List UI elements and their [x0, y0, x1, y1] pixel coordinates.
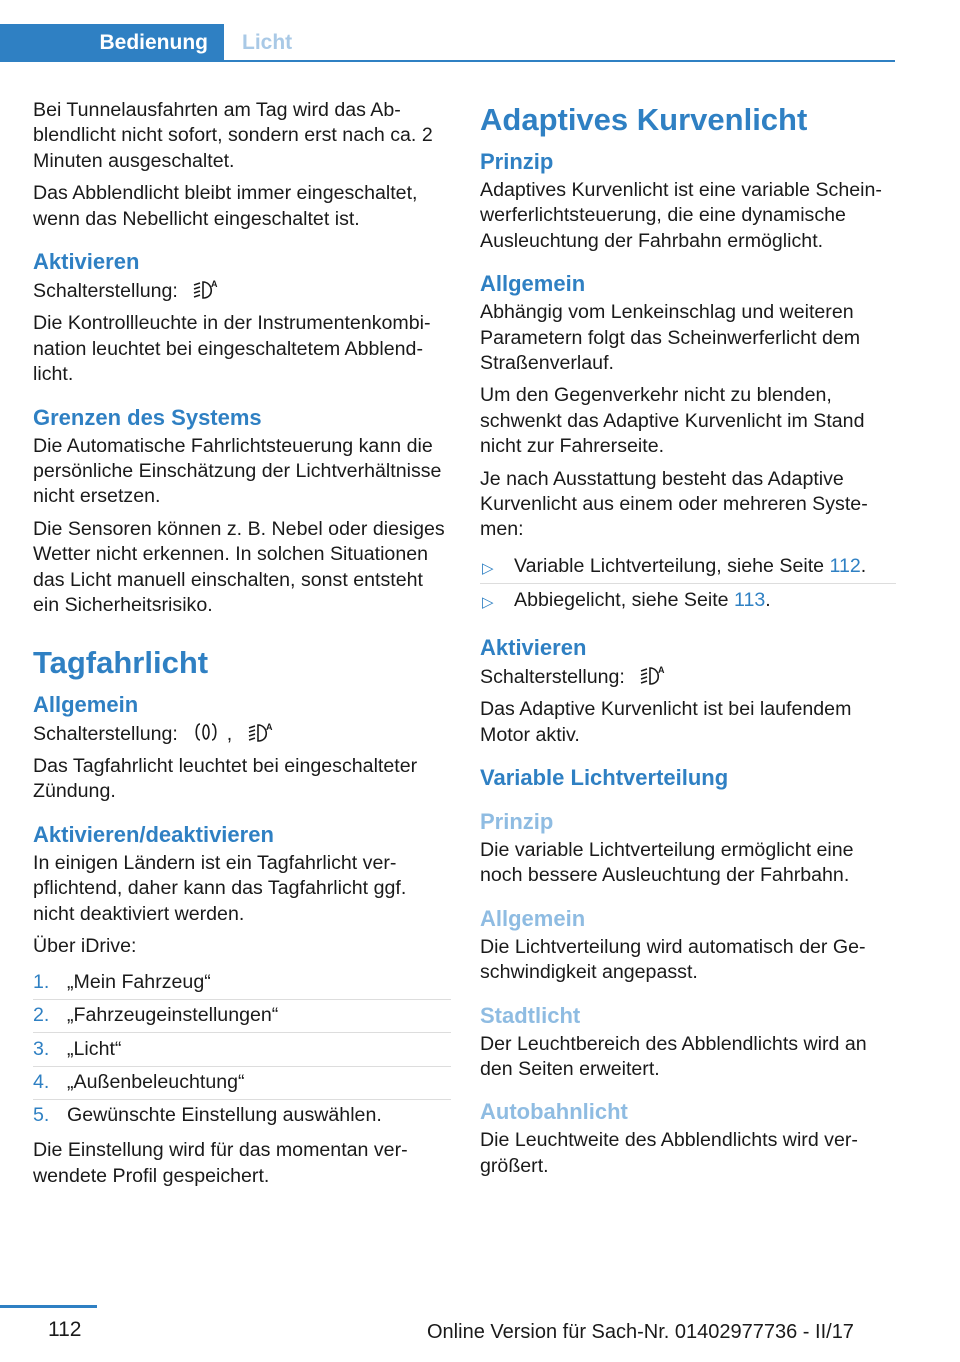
list-item	[33, 966, 451, 999]
page-link[interactable]: 113	[734, 589, 766, 612]
switch-position	[33, 721, 451, 747]
section-heading: Prinzip	[480, 149, 554, 174]
switch-label: Schalterstellung:	[480, 665, 625, 688]
step-text: „Licht“	[67, 1037, 122, 1060]
page-link[interactable]: 112	[829, 554, 861, 577]
switch-label: Schalterstellung:	[33, 280, 178, 303]
bullet-text: Variable Lichtverteilung, siehe Seite	[514, 554, 830, 577]
auto-headlight-icon	[191, 278, 221, 300]
paragraph: Der Leuchtbereich des Abblendlichts wird an den Seiten erweitert.	[480, 1032, 867, 1080]
paragraph: Das Abblendlicht bleibt immer eingeschaltet, wenn das Nebellicht eingeschaltet ist.	[33, 182, 418, 230]
left-column	[33, 98, 451, 1196]
step-text: „Fahrzeugeinstellungen“	[67, 1004, 279, 1027]
footer-divider	[0, 1305, 97, 1308]
bullet-end: .	[860, 554, 867, 577]
idrive-steps	[33, 966, 451, 1132]
triangle-bullet-icon: ▷	[482, 594, 494, 612]
section-heading: Allgemein	[480, 271, 586, 297]
header-divider	[0, 60, 895, 62]
section-heading: Variable Lichtverteilung	[480, 764, 729, 790]
triangle-bullet-icon: ▷	[482, 559, 494, 577]
svg-text:A: A	[658, 664, 665, 675]
chapter-heading: Adaptives Kurvenlicht	[480, 102, 808, 137]
section-heading: Allgemein	[33, 691, 139, 717]
bullet-end: .	[765, 589, 771, 612]
paragraph: Adaptives Kurvenlicht ist eine variable Scheinwerferlichtsteuerung, die eine dynamische Ausleuchtung der Fahrbahn ermöglicht.	[480, 179, 882, 252]
list-item	[480, 584, 896, 617]
parking-light-icon	[191, 721, 221, 743]
section-heading: Grenzen des Systems	[33, 404, 262, 430]
list-item	[33, 1067, 451, 1100]
paragraph: Abhängig vom Lenkeinschlag und weiteren Parametern folgt das Scheinwerferlicht dem Straßenverlauf.	[480, 301, 861, 375]
paragraph: Die Kontrollleuchte in der Instrumentenkombination leuchtet bei eingeschaltetem Abblendlicht.	[33, 312, 431, 386]
section-heading: Aktivieren	[480, 634, 587, 660]
paragraph: Die Lichtverteilung wird automatisch der Geschwindigkeit angepasst.	[480, 935, 866, 984]
step-number: 3.	[33, 1037, 50, 1060]
svg-text:A: A	[265, 721, 273, 732]
paragraph: Die Einstellung wird für das momentan verwendete Profil gespeichert.	[33, 1139, 408, 1187]
paragraph: Die Leuchtweite des Abblendlichts wird vergrößert.	[480, 1129, 858, 1177]
paragraph: Die Automatische Fahrlichtsteuerung kann die persönliche Einschätzung der Lichtverhältnisse nicht ersetzen.	[33, 434, 442, 508]
switch-separator: ,	[226, 722, 233, 745]
systems-list	[480, 550, 896, 618]
step-number: 5.	[33, 1104, 50, 1127]
step-number: 1.	[33, 970, 50, 993]
paragraph: Bei Tunnelausfahrten am Tag wird das Abblendlicht nicht sofort, sondern erst nach ca. 2 Minuten ausgeschaltet.	[33, 99, 433, 172]
switch-label: Schalterstellung:	[33, 722, 178, 745]
tab-bedienung[interactable]: Bedienung	[0, 24, 224, 62]
auto-headlight-icon	[638, 664, 668, 686]
list-item	[33, 1000, 451, 1033]
paragraph: Über iDrive:	[33, 934, 137, 957]
paragraph: Je nach Ausstattung besteht das Adaptive Kurvenlicht aus einem oder mehreren Systemen:	[480, 467, 868, 541]
tab-licht[interactable]: Licht	[242, 31, 293, 54]
subsection-heading: Autobahnlicht	[480, 1099, 628, 1125]
list-item	[480, 550, 896, 584]
paragraph: Das Tagfahrlicht leuchtet bei eingeschalteter Zündung.	[33, 754, 418, 803]
step-number: 2.	[33, 1004, 50, 1027]
step-text: „Außenbeleuchtung“	[67, 1071, 245, 1094]
paragraph: Die Sensoren können z. B. Nebel oder diesiges Wetter nicht erkennen. In solchen Situationen das Licht manuell einschalten, sonst entsteht ein Sicherheitsrisiko.	[33, 517, 445, 617]
section-heading: Aktivieren/deaktivieren	[33, 821, 274, 847]
footer-note: Online Version für Sach-Nr. 01402977736 - II/17	[427, 1321, 854, 1343]
paragraph: Um den Gegenverkehr nicht zu blenden, schwenkt das Adaptive Kurvenlicht im Stand nicht zur Fahrerseite.	[480, 384, 865, 458]
subsection-heading: Allgemein	[480, 905, 586, 931]
subsection-heading: Stadtlicht	[480, 1002, 581, 1028]
switch-position	[480, 664, 896, 690]
paragraph: In einigen Ländern ist ein Tagfahrlicht verpflichtend, daher kann das Tagfahrlicht ggf. nicht deaktiviert werden.	[33, 851, 407, 925]
subsection-heading: Prinzip	[480, 808, 554, 834]
list-item	[33, 1100, 451, 1132]
step-text: Gewünschte Einstellung auswählen.	[67, 1104, 382, 1127]
step-number: 4.	[33, 1071, 50, 1094]
svg-text:A: A	[211, 279, 218, 290]
bullet-text: Abbiegelicht, siehe Seite	[514, 589, 735, 612]
auto-headlight-icon	[246, 721, 276, 743]
section-heading: Aktivieren	[33, 249, 140, 275]
page-header	[0, 0, 960, 64]
step-text: „Mein Fahrzeug“	[67, 970, 211, 993]
paragraph: Die variable Lichtverteilung ermöglicht eine noch bessere Ausleuchtung der Fahrbahn.	[480, 838, 854, 887]
switch-position	[33, 278, 451, 304]
right-column	[480, 98, 896, 1186]
paragraph: Das Adaptive Kurvenlicht ist bei laufendem Motor aktiv.	[480, 698, 852, 746]
chapter-heading: Tagfahrlicht	[33, 644, 209, 680]
list-item	[33, 1033, 451, 1066]
page-number: 112	[48, 1318, 82, 1341]
